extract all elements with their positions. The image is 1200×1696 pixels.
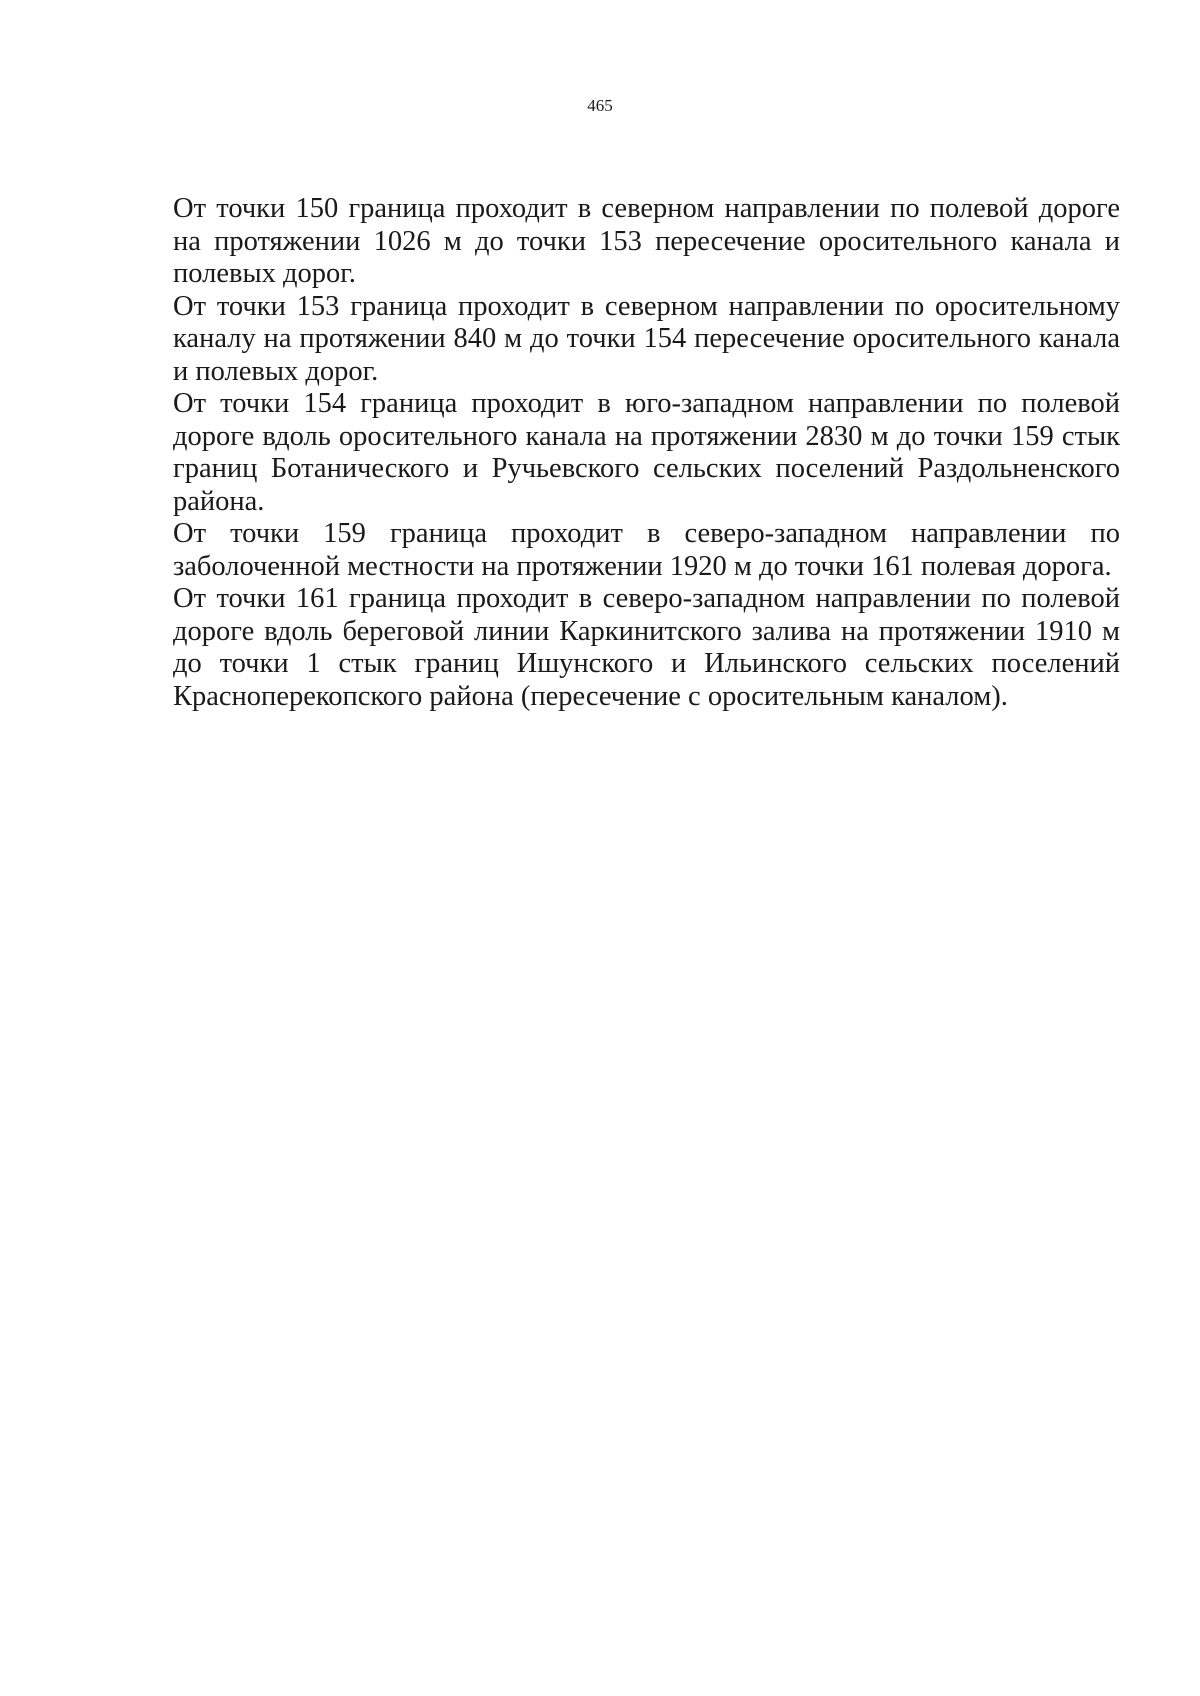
paragraph: От точки 161 граница проходит в северо-западном направлении по полевой дороге вдоль береговой линии Каркинитского залива на протяжении 1910 м до точки 1 стык границ Ишунского и Ильинского сельских поселений Красноперекопского района (пересечение с оросительным каналом).: [173, 583, 1120, 712]
paragraph: От точки 159 граница проходит в северо-западном направлении по заболоченной местности на протяжении 1920 м до точки 161 полевая дорога.: [173, 518, 1120, 582]
paragraph: От точки 150 граница проходит в северном направлении по полевой дороге на протяжении 1026 м до точки 153 пересечение оросительного канала и полевых дорог.: [173, 193, 1120, 289]
paragraph: От точки 154 граница проходит в юго-западном направлении по полевой дороге вдоль оросительного канала на протяжении 2830 м до точки 159 стык границ Ботанического и Ручьевского сельских поселений Раздольненского района.: [173, 388, 1120, 517]
document-body: [173, 193, 1120, 713]
page-number: 465: [587, 96, 613, 115]
paragraph: От точки 153 граница проходит в северном направлении по оросительному каналу на протяжении 840 м до точки 154 пересечение оросительного канала и полевых дорог.: [173, 290, 1120, 387]
